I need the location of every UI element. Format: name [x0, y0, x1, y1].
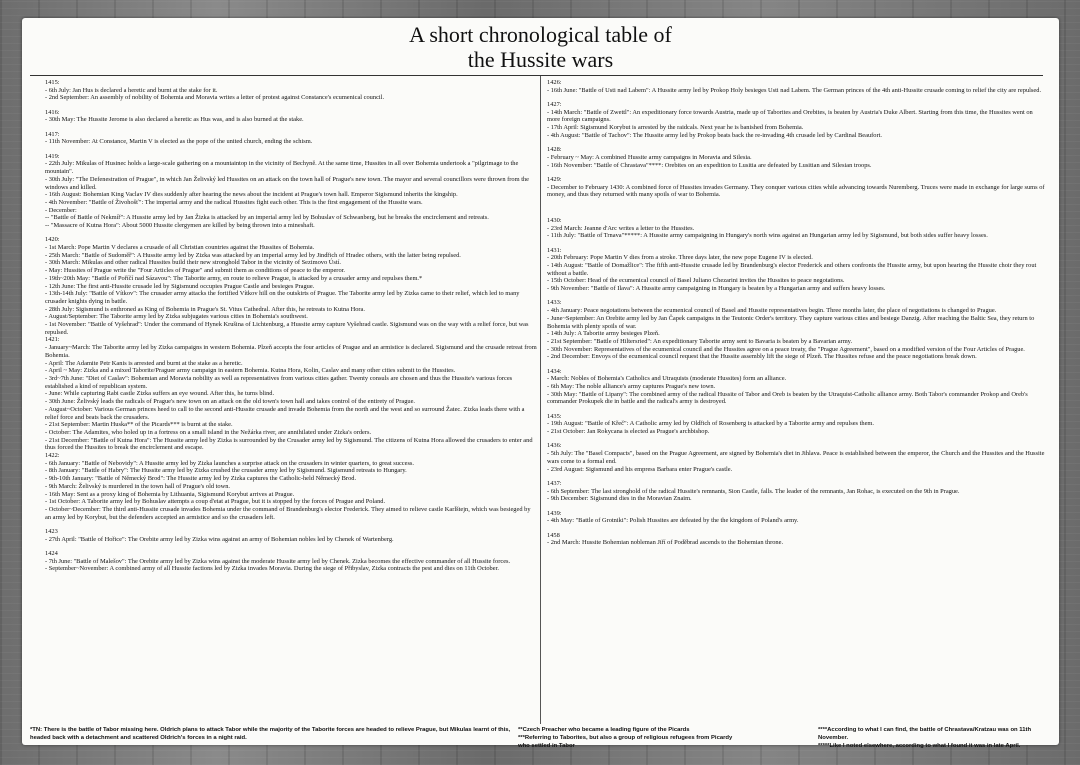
timeline-entry: - 17th April: Sigismund Korybut is arrested by the raidcals. Next year he is banished from Bohemia.: [547, 124, 804, 132]
timeline-entry: - 23rd August: Sigismund and his empress Barbara enter Prague's castle.: [547, 465, 733, 473]
timeline-entry: - December to February 1430: A combined force of Hussites invades Germany. They conquer various cities while advancing towards Nuremberg. Truces were made in exchange for large sums of money, and thus they returned with many spoils of war to Bohemia.: [547, 183, 1045, 199]
year-heading: 1430:: [547, 216, 562, 224]
year-heading: 1435:: [547, 412, 562, 420]
document-page: [22, 18, 1059, 749]
year-heading: 1423: [45, 527, 58, 535]
timeline-entry: - 2nd December: Envoys of the ecumenical council request that the Hussite assembly lift the siege of Plzeň. The Hussites refuse and the peace negotiations break down.: [547, 353, 977, 361]
year-block: [547, 146, 1047, 169]
column-divider: [540, 76, 541, 724]
year-heading: 1415:: [45, 79, 60, 86]
year-heading: 1424: [45, 549, 58, 557]
year-heading: 1426:: [547, 79, 562, 86]
footnote-picards: **Czech Preacher who became a leading figure of the Picards ***Referring to Taborites, but also a group of religious refugees from Picardy who settled in Tabor: [518, 727, 733, 749]
year-block: [547, 101, 1047, 140]
year-heading: 1417:: [45, 130, 60, 138]
timeline-entry: - 27th April: "Battle of Hořice": The Orebite army led by Zizka wins against an army of Bohemian nobles led by Chenek of Wartenberg.: [45, 535, 394, 543]
year-block: [547, 532, 1047, 547]
timeline-entry: - 14th March: "Battle of Zwettl": An expeditionary force towards Austria, made up of Taborites and Orebites, is beaten by Austria's Duke Albert. Starting from this time, the Hussites went on more foreign campaigns.: [547, 108, 1033, 124]
year-block: [45, 109, 537, 124]
timeline-entry: - 6th July: Jan Hus is declared a heretic and burnt at the stake for it.: [45, 86, 218, 94]
timeline-entry: - 30th June: Želivský leads the radicals of Prague's new town on an attack on the old town's town hall and takes control of the entirety of Prague.: [45, 398, 416, 406]
timeline-entry: - 6th May: The noble alliance's army captures Prague's new town.: [547, 383, 716, 391]
title-divider: [30, 75, 1043, 76]
timeline-entry: - 21st December: "Battle of Kutna Hora": The Hussite army led by Zizka is surrounded by the Crusader army led by Sigismund. The citizens of Kutna Hora allowed the crusaders to enter and thus forced the Hussites to break the encirclement and escape.: [45, 436, 533, 452]
year-heading: 1422:: [45, 452, 60, 460]
timeline-entry: - 1st November: "Battle of Vyšehrad": Under the command of Hynek Krušina of Lichtenburg, a Hussite army capture Vyšehrad castle. Sigismund was on the way with a relief force, but was repulsed.: [45, 321, 529, 336]
year-block: [547, 299, 1047, 361]
timeline-entry: - 25th March: "Battle of Sudoměř": A Hussite army led by Zizka was attacked by an imperial army led by Jindřich of Hradec others, with the latter being repulsed.: [45, 251, 461, 259]
timeline-entry: - September~November: A combined army of all Hussite factions led by Zizka invades Moravia. During the siege of Přibyslav, Zizka contracts the pest and dies on 11th October.: [45, 565, 499, 573]
timeline-entry: - 2nd March: Hussite Bohemian nobleman Jiří of Poděbrad ascends to the Bohemian throne.: [547, 539, 784, 547]
timeline-entry: - 1st October: A Taborite army led by Bohuslav attempts a coup d'etat at Prague, but it is stopped by the forces of Prague and Poland.: [45, 498, 386, 506]
timeline-entry: - January~March: The Taborite army led by Zizka campaigns in western Bohemia. Plzeň accepts the four articles of Prague and an armistice is declared. Sigismund and the crusade retreat from Bohemia.: [45, 344, 537, 359]
footnote-tabor: *TN: There is the battle of Tabor missing here. Oldrich plans to attack Tabor while the majority of the Taborite forces are headed to relieve Prague, but Mikulas learnt of this, headed back with a detachment and scattered Oldrich's forces in a night raid.: [30, 727, 511, 741]
timeline-entry: - 23rd March: Jeanne d'Arc writes a letter to the Hussites.: [547, 224, 695, 232]
year-heading: 1416:: [45, 108, 60, 116]
timeline-entry: - 8th January: "Battle of Habry": The Hussite army led by Zizka crushed the crusader army led by Sigismund. Sigismund retreats to Hungary.: [45, 467, 407, 475]
year-block: [45, 153, 537, 230]
year-block: [45, 452, 537, 521]
timeline-entry: - 13th-14th July: "Battle of Vítkov": The crusader army attacks the fortified Vítkov hill on the outskirts of Prague. The Taborite army led by Zizka came to their relief, which led to many crusader knights dying in battle.: [45, 290, 520, 305]
timeline-entry: - 21st September: "Battle of Hiltersried": An expeditionary Taborite army sent to Bavaria is beaten by a Bavarian army.: [547, 337, 853, 345]
year-heading: 1434:: [547, 367, 562, 375]
right-column: [547, 79, 1047, 547]
year-block: [45, 131, 537, 146]
page-title: [22, 22, 1059, 72]
timeline-entry: - 15th October: Head of the ecumenical council of Basel Juliano Chezarini invites the Hussites to peace negotations.: [547, 277, 845, 285]
timeline-entry: - 9th December: Sigismund dies in the Moravian Znaim.: [547, 495, 692, 503]
year-block: [547, 79, 1047, 94]
timeline-entry: - 3rd~7th June: "Diet of Caslav": Bohemian and Moravia nobility as well as representatives from various cities gather. Twenty consuls are chosen and thus the Hussite's various forces established a kind of republican system.: [45, 374, 513, 390]
timeline-entry: - October: The Adamites, who holed up in a fortress on a small island in the Nežárka river, are annihilated under Zizka's orders.: [45, 428, 372, 436]
timeline-entry: - 20th February: Pope Martin V dies from a stroke. Three days later, the new pope Eugene IV is elected.: [547, 254, 813, 262]
timeline-entry: - April: The Adamite Petr Kanis is arrested and burnt at the stake as a heretic.: [45, 359, 243, 367]
year-heading: 1458: [547, 531, 560, 539]
timeline-entry: - 5th July: The "Basel Compacts", based on the Prague Agreement, are signed by Bohemia's diet in Jihlava. Peace is established between the emperor, the Church and the Hussites and the Hussite wars come to a formal end.: [547, 450, 1045, 465]
year-block: [45, 79, 537, 102]
timeline-entry: - 6th January: "Battle of Nebovidy": A Hussite army led by Zizka launches a surprise attack on the crusaders in winter quarters, to great success.: [45, 459, 415, 467]
timeline-entry: - August/September: The Taborite army led by Zizka subjugates various cities in Bohemia's southwest.: [45, 313, 308, 321]
year-heading: 1437:: [547, 479, 562, 487]
timeline-entry: - 4th August: "Battle of Tachov": The Hussite army led by Prokop beats back the re-invading 4th crusade led by Cardinal Beaufort.: [547, 131, 882, 139]
timeline-entry: - 16th August: Bohemian King Vaclav IV dies suddenly after hearing the news about the incident at Prague's town hall. Emperor Sigismund inherits the kingship.: [45, 191, 458, 199]
timeline-entry: - August~October: Various German princes heed to call to the second anti-Hussite crusade and invade Bohemia from the north and the west and so surround Žatec. Zizka leads there with a relief force and beats back the crusaders.: [45, 405, 525, 421]
timeline-entry: - 14th July: A Taborite army besieges Plzeň.: [547, 330, 660, 338]
timeline-entry: - April ~ May: Zizka and a mixed Taborite/Praguer army campaign in eastern Bohemia. Kutna Hora, Kolin, Caslav and many other cities submit to the Hussites.: [45, 367, 456, 375]
year-block: [547, 247, 1047, 293]
timeline-entry: - 16th June: "Battle of Usti nad Labem": A Hussite army led by Prokop Holy besieges Usti nad Labem. The German princes of the 4th anti-Hussite crusade coming to relief the city are repulsed.: [547, 86, 1042, 94]
timeline-entry: - February ~ May: A combined Hussite army campaigns in Moravia and Silesia.: [547, 153, 752, 161]
year-heading: 1420:: [45, 236, 60, 244]
timeline-entry: - October~December: The third anti-Hussite crusade invades Bohemia under the command of Brandenburg's elector Frederick. They aimed to relieve castle Karlštejn, which was besieged by an army led by Korybut, but the defenders accepted an armistice and so the crusaders left.: [45, 505, 531, 521]
timeline-entry: - 16th November: "Battle of Chrastava"****: Orebites on an expedition to Lusitia are defeated by Lusitian and Silesian troops.: [547, 161, 872, 169]
timeline-entry: - 4th January: Peace negotations between the ecumenical council of Basel and Hussite representatives begin. Three months later, the place of negotiations is changed to Prague.: [547, 307, 997, 315]
timeline-entry: - December:: [45, 206, 77, 214]
timeline-entry: - June: While capturing Rabi castle Zizka suffers an eye wound. After this, he turns blind.: [45, 390, 275, 398]
timeline-entry: - 30th July: "The Defenestration of Prague", in which Jan Želivský led Hussites on an attack on the town hall of Prague's new town. The mayor and several councillors were thrown from the windows and killed.: [45, 175, 530, 191]
year-heading: 1427:: [547, 101, 562, 108]
year-heading: 1429:: [547, 175, 562, 183]
year-block: [547, 442, 1047, 473]
year-block: [547, 217, 1047, 240]
year-block: [547, 368, 1047, 407]
year-heading: 1433:: [547, 299, 562, 307]
timeline-entry: - 19th~20th May: "Battle of Poříčí nad Sázavou": The Taborite army, en route to relieve Prague, is attacked by a crusader army and repulses them.*: [45, 274, 423, 282]
year-block: [547, 413, 1047, 436]
year-heading: 1431:: [547, 246, 562, 254]
timeline-entry: -- "Massacre of Kutna Hora": About 5000 Hussite clergymen are killed by being thrown into a mineshaft.: [45, 222, 315, 230]
year-heading: 1436:: [547, 442, 562, 450]
timeline-entry: - 9th November: "Battle of Ilava": A Hussite army campaigning in Hungary is beaten by a Hungarian army and suffers heavy losses.: [547, 285, 886, 293]
year-block: [45, 236, 537, 336]
year-block: [547, 480, 1047, 503]
timeline-entry: - June~September: An Orebite army led by Jan Čapek campaigns in the Teutonic Order's territory. They capture various cities and besiege Danzig. After reaching the Baltic Sea, they return to Bohemia with plenty spoils of war.: [547, 314, 1035, 330]
timeline-entry: - 21st September: Martin Huska** of the Picards*** is burnt at the stake.: [45, 421, 233, 429]
timeline-entry: - 12th June: The first anti-Hussite crusade led by Sigismund occupies Prague Castle and besieges Prague.: [45, 282, 315, 290]
timeline-entry: - 28th July: Sigismund is enthroned as King of Bohemia in Prague's St. Vitus Cathedral. After this, he retreats to Kutna Hora.: [45, 305, 365, 313]
year-block: [547, 176, 1047, 199]
title-line-2: the Hussite wars: [467, 47, 614, 72]
year-heading: 1428:: [547, 146, 562, 154]
timeline-entry: - March: Nobles of Bohemia's Catholics and Utraquists (moderate Hussites) form an alliance.: [547, 375, 787, 383]
timeline-entry: - 11th November: At Constance, Martin V is elected as the pope of the united church, ending the schism.: [45, 138, 313, 146]
year-block: [547, 510, 1047, 525]
footnote-chrastava: ****According to what I can find, the battle of Chrastava/Kratzau was on 11th November. *****Like I noted elsewhere, according to what I found it was in late April.: [818, 727, 1032, 749]
year-heading: 1419:: [45, 152, 60, 160]
timeline-entry: - 14th August: "Battle of Domažlice": The fifth anti-Hussite crusade led by Brandenburg's elector Frederick and others confronts the Hussite army, but upon hearing the Hussite choir they rout without a battle.: [547, 262, 1037, 277]
timeline-entry: - 9th-10th January: "Battle of Německý Brod": The Hussite army led by Zizka captures the Catholic-held Německý Brod.: [45, 475, 357, 483]
timeline-entry: - 4th May: "Battle of Grotniki": Polish Hussites are defeated by the the kingdom of Poland's army.: [547, 517, 799, 525]
timeline-entry: - 6th September: The last stronghold of the radical Hussite's remnants, Sion Castle, falls. The leader of the remnants, Jan Rohac, is executed on the 9th in Prague.: [547, 487, 960, 495]
timeline-entry: - May: Hussites of Prague write the "Four Articles of Prague" and submit them as conditions of peace to the emperor.: [45, 267, 346, 275]
timeline-entry: - 22th July: Mikulas of Husinec holds a large-scale gathering on a mountaintop in the vicinity of Bechyně. At the same time, Hussites in all over Bohemia undertook a "pilgrimage to the mountain".: [45, 160, 519, 176]
timeline-entry: -- "Battle of Battle of Nekmíř": A Hussite army led by Jan Žizka is attacked by an imperial army led by Bohuslav of Schwanberg, but he breaks the encirclement and retreats.: [45, 214, 489, 222]
year-block: [45, 528, 537, 543]
year-heading: 1421:: [45, 336, 60, 344]
year-heading: 1439:: [547, 509, 562, 517]
timeline-entry: - 1st March: Pope Martin V declares a crusade of all Christian countries against the Hussites of Bohemia.: [45, 244, 315, 252]
timeline-entry: - 30th May: "Battle of Lipany": The combined army of the radical Hussite of Tabor and Oreb is beaten by the Utraquist-Catholic alliance army. Both Tabor's commander Prokop and Oreb's commander Prokupek die in battle and the radical's army is destroyed.: [547, 390, 1028, 406]
year-block: [45, 550, 537, 573]
timeline-entry: - 11th July: "Battle of Trnava"*****: A Hussite army campaigning in Hungary's north wins against an Hungarian army led by Sigismund, but both sides suffer heavy losses.: [547, 232, 988, 240]
year-block: [45, 336, 537, 452]
timeline-entry: - 7th June: "Battle of Malešov": The Orebite army led by Zizka wins against the moderate Hussite army led by Chenek. Zizka becomes the effective commander of all Hussite forces.: [45, 557, 511, 565]
timeline-entry: - 19th August: "Battle of Křeč": A Catholic army led by Oldřich of Rosenberg is attacked by a Taborite army and repulses them.: [547, 420, 875, 428]
left-column: [45, 79, 537, 573]
title-line-1: A short chronological table of: [409, 22, 672, 47]
timeline-entry: - 30th March: Mikulas and other radical Hussites build their new stronghold Tabor in the vicinity of Sezimovo Ústí.: [45, 259, 342, 267]
timeline-entry: - 21st October: Jan Rokycana is elected as Prague's archbishop.: [547, 428, 710, 436]
timeline-entry: - 16th May: Sent as a proxy king of Bohemia by Lithuania, Sigismund Korybut arrives at Prague.: [45, 490, 295, 498]
timeline-entry: - 4th November: "Battle of Živohošť": The imperial army and the radical Hussites fight each other. This is the first engagement of the Hussite wars.: [45, 198, 423, 206]
timeline-entry: - 9th March: Želivský is murdered in the town hall of Prague's old town.: [45, 482, 231, 490]
timeline-entry: - 30th May: The Hussite Jerome is also declared a heretic as Hus was, and is also burned at the stake.: [45, 116, 304, 124]
timeline-entry: - 2nd September: An assembly of nobility of Bohemia and Moravia writes a letter of protest against Constance's ecumenical council.: [45, 94, 385, 102]
timeline-entry: - 30th November: Representatives of the ecumenical council and the Hussites agree on a peace treaty, the "Prague Agreement", based on a modified version of the Four Articles of Prague.: [547, 345, 1025, 353]
